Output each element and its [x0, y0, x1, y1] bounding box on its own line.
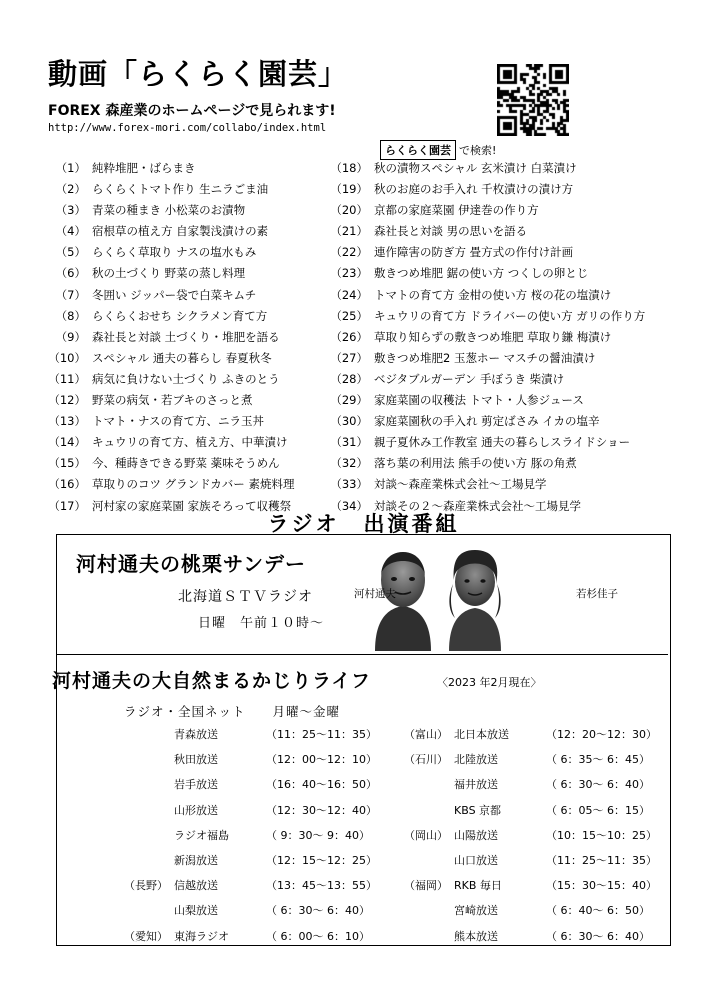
station-name: KBS 京都	[454, 803, 502, 817]
list-item-label: トマト・ナスの育て方、ニラ玉丼	[92, 414, 265, 429]
list-item	[330, 474, 690, 495]
station-name: ラジオ福島	[174, 828, 229, 842]
list-item-label: 対談～森産業株式会社～工場見学	[374, 477, 547, 492]
prefecture: （福岡）	[404, 879, 448, 893]
list-item	[48, 285, 348, 306]
list-item-label: 親子夏休み工作教室 通夫の暮らしスライドショー	[374, 435, 631, 450]
list-item-label: らくらくトマト作り 生ニラごま油	[92, 182, 269, 197]
list-item-number: （33）	[330, 477, 368, 492]
list-item-number: （24）	[330, 287, 368, 302]
list-item-label: 宿根草の植え方 自家製浅漬けの素	[92, 224, 269, 239]
list-item	[330, 221, 690, 242]
list-item-number: （5）	[55, 245, 86, 260]
table-row	[112, 873, 402, 898]
broadcast-time: （ 9：30～ 9：40）	[266, 828, 370, 842]
list-item	[48, 327, 348, 348]
broadcast-time: （ 6：40～ 6：50）	[546, 904, 650, 918]
section-divider	[57, 654, 668, 655]
table-row	[392, 798, 682, 823]
prefecture	[112, 772, 174, 797]
broadcast-time: （13：45～13：55）	[266, 879, 377, 893]
list-item-label: 家庭菜園秋の手入れ 剪定ばさみ イカの塩辛	[374, 414, 600, 429]
broadcast-time: （ 6：05～ 6：15）	[546, 803, 650, 817]
table-row	[392, 898, 682, 923]
list-item-label: 野菜の病気・若ブキのさっと煮	[92, 393, 253, 408]
list-item-number: （31）	[330, 435, 368, 450]
station-name: 青森放送	[174, 728, 218, 741]
video-list-left	[48, 158, 348, 517]
table-row	[392, 823, 682, 848]
broadcast-time: （ 6：30～ 6：40）	[546, 929, 650, 943]
list-item-number: （13）	[48, 414, 86, 429]
prefecture: （岡山）	[404, 828, 448, 842]
list-item-number: （29）	[330, 393, 368, 408]
list-item-number: （28）	[330, 371, 368, 386]
radio-section-title: ラジオ 出演番組	[267, 512, 460, 536]
subtitle: FOREX 森産業のホームページで見られます!	[48, 103, 336, 119]
prefecture: （富山）	[404, 728, 448, 741]
station-name: 秋田放送	[174, 753, 218, 767]
schedule-column-right	[392, 722, 682, 949]
prefecture	[392, 848, 454, 873]
table-row	[392, 848, 682, 873]
list-item	[48, 158, 348, 179]
broadcast-time: （12：00～12：10）	[266, 753, 377, 767]
list-item	[48, 179, 348, 200]
list-item-label: 草取りのコツ グランドカバー 素焼料理	[92, 477, 295, 492]
prefecture	[392, 772, 454, 797]
program1-title: 河村通夫の桃栗サンデー	[76, 552, 306, 576]
list-item-label: 今、種蒔きできる野菜 薬味そうめん	[92, 456, 280, 471]
list-item-label: 病気に負けない土づくり ふきのとう	[92, 371, 280, 386]
prefecture	[112, 798, 174, 823]
prefecture	[112, 848, 174, 873]
list-item-number: （11）	[48, 371, 86, 386]
list-item-label: 草取り知らずの敷きつめ堆肥 草取り鎌 梅漬け	[374, 329, 612, 344]
table-row	[392, 924, 682, 949]
table-row	[112, 848, 402, 873]
list-item	[48, 432, 348, 453]
list-item	[330, 432, 690, 453]
station-name: 山梨放送	[174, 904, 218, 918]
list-item-number: （34）	[330, 498, 368, 513]
list-item	[48, 369, 348, 390]
list-item-label: らくらくおせち シクラメン育て方	[92, 308, 268, 323]
prefecture: （石川）	[404, 753, 448, 767]
list-item-label: ベジタブルガーデン 手ぼうき 柴漬け	[374, 371, 565, 386]
list-item-number: （22）	[330, 245, 368, 260]
table-row	[112, 924, 402, 949]
list-item-number: （14）	[48, 435, 86, 450]
list-item	[330, 285, 690, 306]
station-name: 山形放送	[174, 803, 218, 817]
list-item	[48, 348, 348, 369]
broadcast-time: （ 6：30～ 6：40）	[546, 778, 650, 792]
prefecture	[112, 747, 174, 772]
table-row	[392, 772, 682, 797]
list-item-number: （26）	[330, 329, 368, 344]
prefecture	[112, 722, 174, 747]
list-item	[330, 306, 690, 327]
list-item-label: 森社長と対談 土づくり・堆肥を語る	[92, 329, 280, 344]
list-item-label: 秋の漬物スペシャル 玄米漬け 白菜漬け	[374, 161, 577, 175]
prefecture: （長野）	[124, 879, 168, 893]
list-item-label: キュウリの育て方、植え方、中華漬け	[92, 435, 288, 450]
search-keyword: らくらく園芸	[380, 140, 456, 160]
station-name: 山口放送	[454, 854, 498, 868]
list-item-number: （7）	[55, 287, 86, 302]
list-item-label: 家庭菜園の収穫法 トマト・人参ジュース	[374, 393, 584, 408]
list-item-label: 秋のお庭のお手入れ 千枚漬けの漬け方	[374, 182, 574, 197]
list-item-label: スペシャル 通夫の暮らし 春夏秋冬	[92, 350, 272, 365]
prefecture	[112, 898, 174, 923]
station-name: 岩手放送	[174, 778, 218, 792]
list-item	[330, 411, 690, 432]
list-item-label: 京都の家庭菜園 伊達巻の作り方	[374, 203, 539, 218]
list-item-label: らくらく草取り ナスの塩水もみ	[92, 245, 257, 260]
broadcast-time: （ 6：00～ 6：10）	[266, 929, 370, 943]
list-item-label: 秋の土づくり 野菜の蒸し料理	[92, 266, 246, 281]
station-name: 新潟放送	[174, 854, 218, 868]
station-name: RKB 毎日	[454, 879, 502, 893]
list-item-number: （1）	[55, 161, 86, 175]
list-item	[330, 348, 690, 369]
list-item-number: （19）	[330, 182, 368, 197]
prefecture: （愛知）	[124, 929, 168, 943]
list-item	[330, 158, 690, 179]
list-item-number: （9）	[55, 329, 86, 344]
list-item	[48, 242, 348, 263]
list-item	[48, 221, 348, 242]
list-item-number: （32）	[330, 456, 368, 471]
video-list-right	[330, 158, 690, 517]
list-item	[48, 200, 348, 221]
broadcast-time: （10：15～10：25）	[546, 828, 657, 842]
list-item	[48, 263, 348, 284]
list-item-number: （12）	[48, 393, 86, 408]
schedule-column-left	[112, 722, 402, 949]
broadcast-time: （ 6：35～ 6：45）	[546, 753, 650, 767]
broadcast-time: （11：25～11：35）	[546, 854, 657, 868]
list-item-label: 純粋堆肥・ばらまき	[92, 161, 196, 175]
list-item-number: （8）	[55, 308, 86, 323]
prefecture	[392, 924, 454, 949]
list-item-label: キュウリの育て方 ドライバーの使い方 ガリの作り方	[374, 308, 646, 323]
broadcast-time: （15：30～15：40）	[546, 879, 657, 893]
station-name: 熊本放送	[454, 929, 498, 943]
station-name: 北日本放送	[454, 728, 509, 741]
list-item	[330, 242, 690, 263]
prefecture	[112, 823, 174, 848]
broadcast-time: （12：15～12：25）	[266, 854, 377, 868]
station-name: 宮崎放送	[454, 904, 498, 918]
prefecture	[392, 798, 454, 823]
list-item-number: （25）	[330, 308, 368, 323]
station-name: 北陸放送	[454, 753, 498, 767]
list-item-number: （27）	[330, 350, 368, 365]
table-row	[112, 772, 402, 797]
list-item-label: 連作障害の防ぎ方 畳方式の作付け計画	[374, 245, 574, 260]
list-item-label: 落ち葉の利用法 熊手の使い方 豚の角煮	[374, 456, 577, 471]
broadcast-time: （ 6：30～ 6：40）	[266, 904, 370, 918]
table-row	[392, 873, 682, 898]
broadcast-time: （12：20～12：30）	[546, 728, 657, 741]
list-item-number: （21）	[330, 224, 368, 239]
list-item-label: 冬囲い ジッパー袋で白菜キムチ	[92, 287, 257, 302]
list-item-number: （17）	[48, 498, 86, 513]
list-item-number: （6）	[55, 266, 86, 281]
search-suffix: で検索!	[459, 144, 497, 157]
list-item-label: 森社長と対談 男の思いを語る	[374, 224, 528, 239]
list-item-label: 敷きつめ堆肥 鋸の使い方 つくしの卵とじ	[374, 266, 589, 281]
list-item	[48, 411, 348, 432]
list-item	[330, 327, 690, 348]
table-row	[112, 823, 402, 848]
website-url[interactable]: http://www.forex-mori.com/collabo/index.html	[48, 122, 327, 134]
station-name: 東海ラジオ	[174, 929, 229, 943]
list-item	[48, 453, 348, 474]
list-item	[330, 200, 690, 221]
table-row	[392, 747, 682, 772]
broadcast-time: （12：30～12：40）	[266, 803, 377, 817]
qr-code-icon	[497, 64, 569, 136]
broadcast-time: （16：40～16：50）	[266, 778, 377, 792]
network-label: ラジオ・全国ネット 月曜～金曜	[124, 704, 341, 719]
list-item	[48, 474, 348, 495]
search-hint	[380, 140, 496, 160]
list-item	[330, 369, 690, 390]
list-item	[330, 179, 690, 200]
table-row	[112, 747, 402, 772]
table-row	[112, 898, 402, 923]
list-item	[330, 263, 690, 284]
list-item	[330, 453, 690, 474]
list-item-number: （20）	[330, 203, 368, 218]
prefecture	[392, 898, 454, 923]
list-item	[330, 390, 690, 411]
program1-station: 北海道ＳＴＶラジオ	[178, 589, 313, 605]
page-title: 動画「らくらく園芸」	[48, 57, 349, 91]
program2-title: 河村通夫の大自然まるかじりライフ	[52, 670, 371, 692]
broadcast-time: （11：25～11：35）	[266, 728, 377, 741]
table-row	[112, 798, 402, 823]
list-item-number: （16）	[48, 477, 86, 492]
list-item-number: （4）	[55, 224, 86, 239]
table-row	[392, 722, 682, 747]
person-right-name: 若杉佳子	[576, 588, 618, 600]
as-of-date: 〈2023 年2月現在〉	[437, 676, 542, 689]
person-left-name: 河村通夫	[354, 588, 396, 600]
station-name: 信越放送	[174, 879, 218, 893]
station-name: 福井放送	[454, 778, 498, 792]
list-item-label: 対談その２～森産業株式会社～工場見学	[374, 498, 581, 513]
list-item	[48, 390, 348, 411]
list-item-number: （3）	[55, 203, 86, 218]
table-row	[112, 722, 402, 747]
list-item-label: 河村家の家庭菜園 家族そろって収穫祭	[92, 498, 292, 513]
list-item-label: トマトの育て方 金柑の使い方 桜の花の塩漬け	[374, 287, 612, 302]
program1-time: 日曜 午前１０時～	[198, 616, 325, 631]
list-item-label: 青菜の種まき 小松菜のお漬物	[92, 203, 246, 218]
list-item-number: （10）	[48, 350, 86, 365]
station-name: 山陽放送	[454, 828, 498, 842]
list-item	[48, 306, 348, 327]
list-item-number: （23）	[330, 266, 368, 281]
list-item-label: 敷きつめ堆肥2 玉葱ホー マスチの醤油漬け	[374, 350, 596, 365]
list-item-number: （2）	[55, 182, 86, 197]
list-item-number: （30）	[330, 414, 368, 429]
list-item-number: （18）	[330, 161, 368, 175]
list-item-number: （15）	[48, 456, 86, 471]
